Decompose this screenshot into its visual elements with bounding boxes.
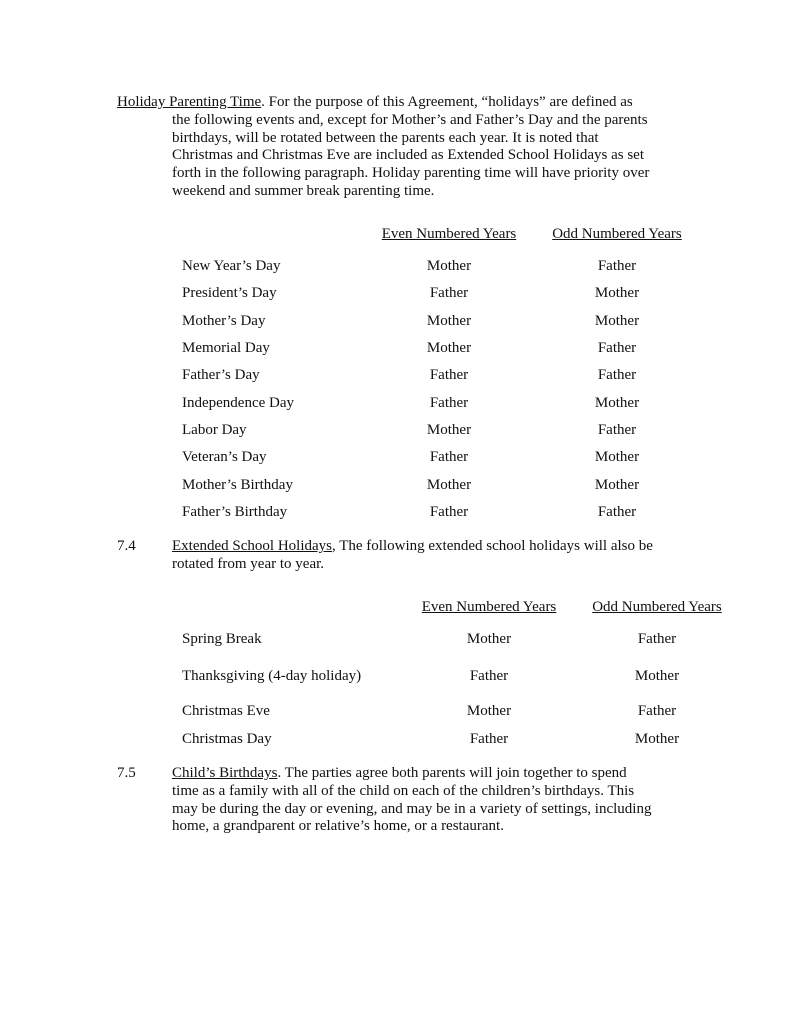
even-year-parent: Mother <box>426 476 472 493</box>
holiday-name: New Year’s Day <box>182 258 281 275</box>
odd-year-parent: Father <box>597 503 637 520</box>
table-row <box>182 362 701 389</box>
odd-year-parent: Mother <box>634 667 680 684</box>
intro-line: the following events and, except for Mother’s and Father’s Day and the parents <box>172 111 648 128</box>
holiday-name: Veteran’s Day <box>182 449 267 466</box>
table-row <box>182 653 741 698</box>
holiday-name: Independence Day <box>182 394 295 411</box>
odd-years-header: Odd Numbered Years <box>552 226 682 242</box>
table-row <box>182 499 701 526</box>
intro-line: Christmas and Christmas Eve are included as Extended School Holidays as set <box>172 147 644 164</box>
section-number: 7.5 <box>117 765 136 781</box>
odd-year-parent: Mother <box>594 449 640 466</box>
section-text: home, a grandparent or relative’s home, or a restaurant. <box>172 818 504 835</box>
table-row <box>182 389 701 416</box>
table-header-row <box>182 226 701 253</box>
even-year-parent: Father <box>469 667 509 684</box>
section-7-5 <box>117 765 682 836</box>
intro-line: weekend and summer break parenting time. <box>172 182 435 199</box>
section-heading: Extended School Holidays <box>172 538 332 554</box>
holiday-parenting-paragraph <box>117 94 677 201</box>
holiday-name: Christmas Eve <box>182 703 270 720</box>
odd-year-parent: Mother <box>594 285 640 302</box>
even-year-parent: Father <box>429 367 469 384</box>
section-7-4 <box>117 538 682 574</box>
holiday-schedule-table <box>182 226 701 526</box>
section-text: rotated from year to year. <box>172 555 325 572</box>
intro-line: birthdays, will be rotated between the parents each year. It is noted that <box>172 129 599 146</box>
table-row <box>182 626 741 653</box>
section-body <box>172 765 682 836</box>
holiday-name: Labor Day <box>182 421 247 438</box>
even-year-parent: Mother <box>426 340 472 357</box>
extended-holiday-table <box>182 599 741 753</box>
odd-year-parent: Mother <box>594 312 640 329</box>
odd-year-parent: Mother <box>594 476 640 493</box>
odd-year-parent: Father <box>637 631 677 648</box>
holiday-column-header <box>182 599 405 626</box>
table-row <box>182 280 701 307</box>
intro-first-line <box>117 94 677 112</box>
table-header-row <box>182 599 741 626</box>
even-year-parent: Mother <box>426 312 472 329</box>
section-text: . The parties agree both parents will join together to spend <box>277 765 627 781</box>
odd-year-parent: Father <box>597 258 637 275</box>
table-row <box>182 471 701 498</box>
section-text: time as a family with all of the child on each of the children’s birthdays. This <box>172 782 635 799</box>
even-year-parent: Father <box>429 503 469 520</box>
section-number: 7.4 <box>117 538 136 554</box>
holiday-name: Thanksgiving (4-day holiday) <box>182 667 362 684</box>
even-year-parent: Mother <box>466 631 512 648</box>
holiday-name: Memorial Day <box>182 340 270 357</box>
intro-line: forth in the following paragraph. Holiday parenting time will have priority over <box>172 165 650 182</box>
even-year-parent: Father <box>429 394 469 411</box>
even-year-parent: Mother <box>466 703 512 720</box>
holiday-name: Father’s Day <box>182 367 260 384</box>
table-row <box>182 308 701 335</box>
odd-year-parent: Mother <box>634 730 680 747</box>
table-row <box>182 444 701 471</box>
even-year-parent: Mother <box>426 421 472 438</box>
odd-year-parent: Mother <box>594 394 640 411</box>
even-years-header: Even Numbered Years <box>381 226 517 242</box>
holiday-name: Mother’s Birthday <box>182 476 293 493</box>
even-year-parent: Mother <box>426 258 472 275</box>
intro-heading: Holiday Parenting Time <box>117 94 262 110</box>
even-year-parent: Father <box>469 730 509 747</box>
intro-first-line-text: . For the purpose of this Agreement, “holidays” are defined as <box>261 94 633 110</box>
holiday-name: Spring Break <box>182 631 262 648</box>
section-heading: Child’s Birthdays <box>172 765 278 781</box>
section-body <box>172 538 682 574</box>
section-text: , The following extended school holidays will also be <box>331 538 653 554</box>
table-row <box>182 726 741 753</box>
even-year-parent: Father <box>429 449 469 466</box>
holiday-name: Mother’s Day <box>182 312 266 329</box>
table-row <box>182 335 701 362</box>
odd-year-parent: Father <box>597 340 637 357</box>
holiday-name: President’s Day <box>182 285 277 302</box>
odd-year-parent: Father <box>597 421 637 438</box>
holiday-column-header <box>182 226 365 253</box>
odd-year-parent: Father <box>637 703 677 720</box>
table-row <box>182 698 741 725</box>
holiday-name: Christmas Day <box>182 730 272 747</box>
section-text: may be during the day or evening, and may be in a variety of settings, including <box>172 800 652 817</box>
odd-year-parent: Father <box>597 367 637 384</box>
holiday-name: Father’s Birthday <box>182 503 288 520</box>
even-year-parent: Father <box>429 285 469 302</box>
even-years-header: Even Numbered Years <box>421 599 557 615</box>
table-row <box>182 253 701 280</box>
table-row <box>182 417 701 444</box>
odd-years-header: Odd Numbered Years <box>592 599 722 615</box>
